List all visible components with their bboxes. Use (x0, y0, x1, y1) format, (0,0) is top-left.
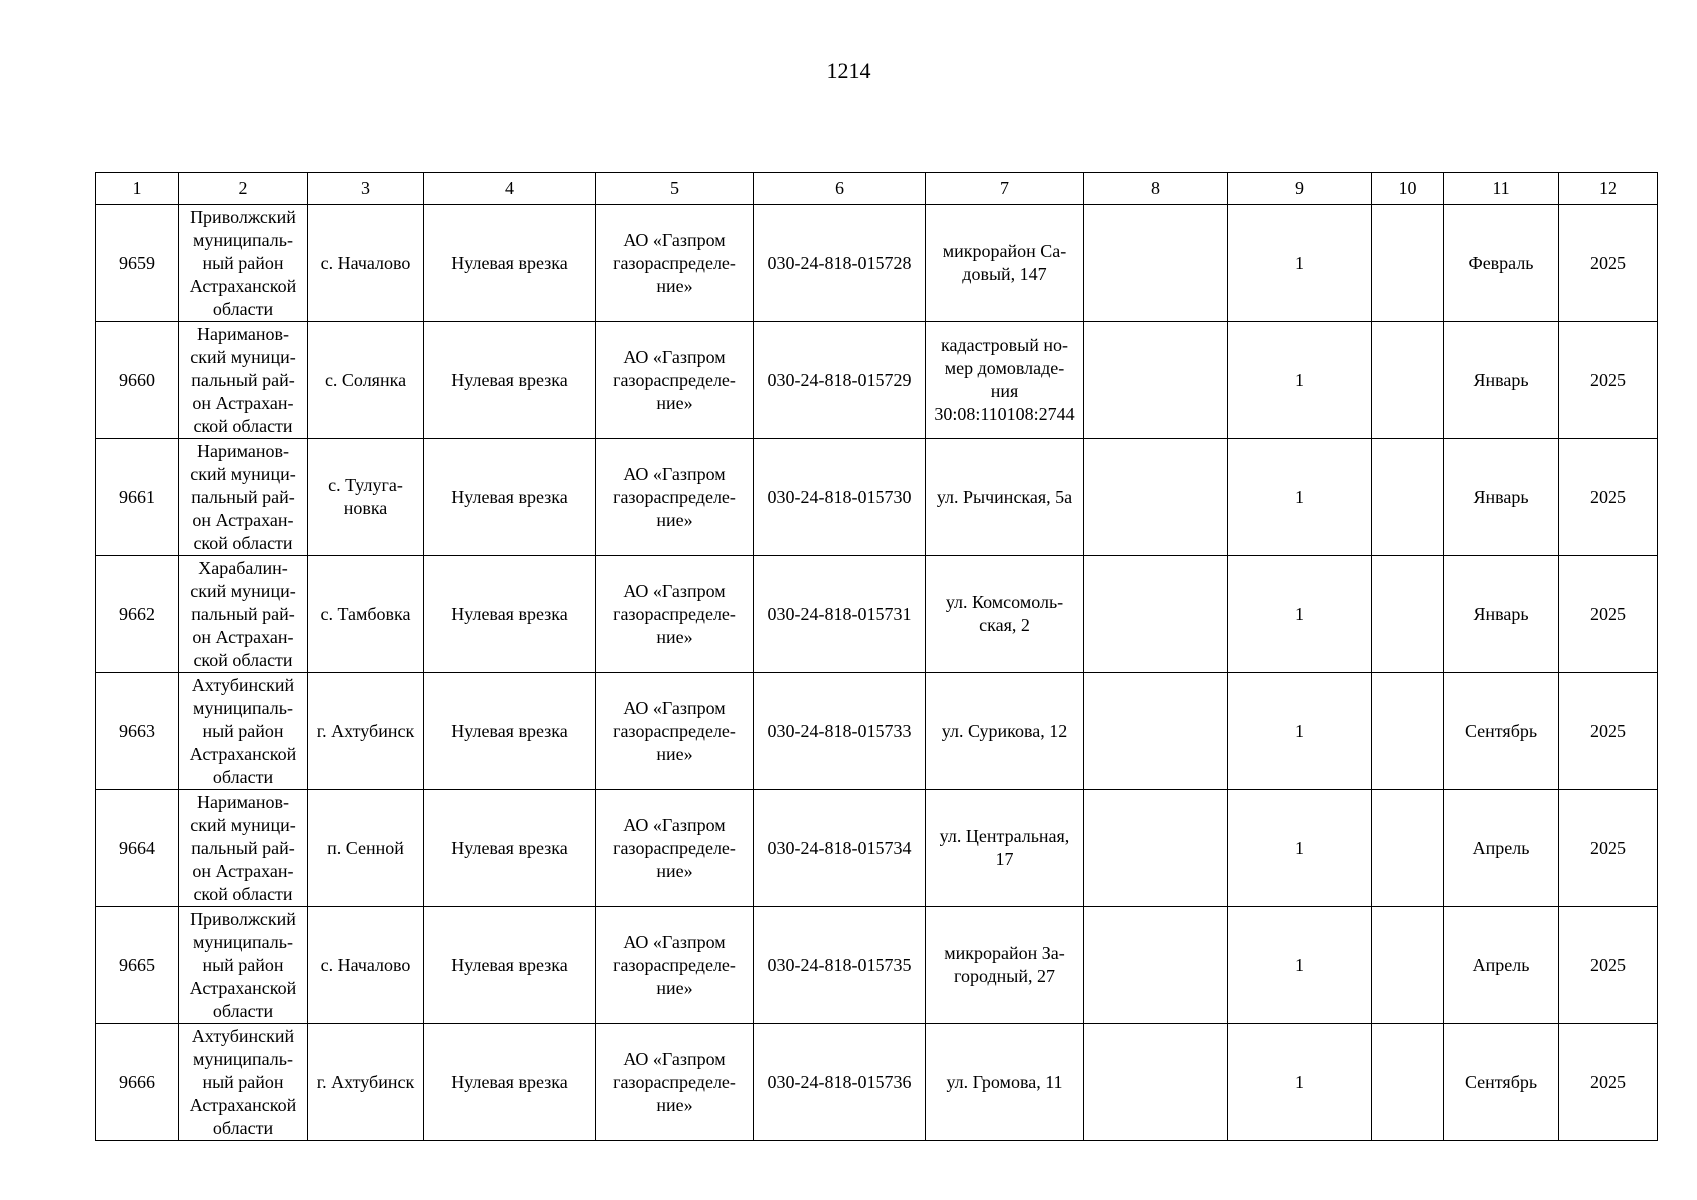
district-cell (179, 322, 308, 439)
column-header: 9 (1228, 173, 1372, 205)
work-type-cell: Нулевая врезка (424, 205, 596, 322)
month-cell: Сентябрь (1444, 1024, 1559, 1141)
address-cell-line: ул. Центральная, (939, 826, 1070, 846)
district-cell-line: Нариманов- (196, 323, 289, 344)
table-row (96, 556, 1658, 673)
district-cell-line: пальный рай- (191, 837, 295, 858)
organization-cell-line: ние» (656, 860, 693, 881)
row-number-cell: 9664 (96, 790, 179, 907)
count-cell: 1 (1228, 439, 1372, 556)
month-cell: Сентябрь (1444, 673, 1559, 790)
address-cell-line: микрорайон Са- (942, 241, 1067, 261)
district-cell (179, 439, 308, 556)
address-cell-line: ская, 2 (979, 615, 1030, 635)
address-cell-line: кадастровый но- (940, 335, 1069, 355)
address-cell (926, 556, 1084, 673)
column-10-cell (1372, 907, 1444, 1024)
organization-cell-line: газораспределе- (613, 1071, 736, 1092)
column-8-cell (1084, 205, 1228, 322)
organization-cell-line: ние» (656, 977, 693, 998)
settlement-cell (308, 673, 424, 790)
settlement-cell (308, 556, 424, 673)
district-cell-line: Ахтубинский (191, 1025, 295, 1046)
count-cell: 1 (1228, 907, 1372, 1024)
address-cell (926, 205, 1084, 322)
column-header: 2 (179, 173, 308, 205)
column-10-cell (1372, 1024, 1444, 1141)
data-table (95, 172, 1658, 1141)
row-number-cell: 9659 (96, 205, 179, 322)
district-cell-line: ский муници- (190, 814, 296, 835)
column-8-cell (1084, 790, 1228, 907)
organization-cell (596, 556, 754, 673)
organization-cell-line: газораспределе- (613, 954, 736, 975)
table-row (96, 205, 1658, 322)
organization-cell (596, 673, 754, 790)
work-type-cell: Нулевая врезка (424, 1024, 596, 1141)
column-10-cell (1372, 322, 1444, 439)
settlement-cell (308, 907, 424, 1024)
settlement-cell-line: с. Началово (320, 252, 411, 273)
district-cell (179, 673, 308, 790)
column-8-cell (1084, 1024, 1228, 1141)
month-cell: Февраль (1444, 205, 1559, 322)
district-cell-line: области (212, 1000, 274, 1021)
column-header: 5 (596, 173, 754, 205)
month-cell: Январь (1444, 556, 1559, 673)
object-code-cell: 030-24-818-015733 (754, 673, 926, 790)
organization-cell-line: АО «Газпром (623, 229, 726, 250)
district-cell-line: ский муници- (190, 580, 296, 601)
address-cell-line: ния (990, 381, 1019, 401)
district-cell-line: пальный рай- (191, 486, 295, 507)
row-number-cell: 9661 (96, 439, 179, 556)
district-cell (179, 907, 308, 1024)
column-header: 11 (1444, 173, 1559, 205)
settlement-cell-line: с. Тамбовка (320, 603, 411, 624)
organization-cell-line: АО «Газпром (623, 931, 726, 952)
address-cell (926, 790, 1084, 907)
count-cell: 1 (1228, 205, 1372, 322)
year-cell: 2025 (1559, 556, 1658, 673)
column-number-row (96, 173, 1658, 205)
settlement-cell (308, 205, 424, 322)
column-header: 4 (424, 173, 596, 205)
object-code-cell: 030-24-818-015734 (754, 790, 926, 907)
district-cell-line: ской области (193, 649, 293, 670)
organization-cell-line: газораспределе- (613, 252, 736, 273)
district-cell (179, 1024, 308, 1141)
organization-cell-line: ние» (656, 1094, 693, 1115)
district-cell-line: пальный рай- (191, 603, 295, 624)
column-10-cell (1372, 205, 1444, 322)
month-cell: Январь (1444, 322, 1559, 439)
column-8-cell (1084, 673, 1228, 790)
row-number-cell: 9666 (96, 1024, 179, 1141)
year-cell: 2025 (1559, 673, 1658, 790)
address-cell-line: мер домовладе- (944, 358, 1065, 378)
organization-cell (596, 907, 754, 1024)
month-cell: Апрель (1444, 790, 1559, 907)
district-cell-line: ный район (202, 252, 284, 273)
address-cell-line: довый, 147 (962, 264, 1047, 284)
organization-cell-line: АО «Газпром (623, 580, 726, 601)
district-cell-line: он Астрахан- (192, 509, 294, 530)
address-cell-line: ул. Сурикова, 12 (941, 720, 1068, 741)
district-cell (179, 205, 308, 322)
organization-cell-line: ние» (656, 275, 693, 296)
organization-cell-line: газораспределе- (613, 720, 736, 741)
column-header: 6 (754, 173, 926, 205)
column-8-cell (1084, 907, 1228, 1024)
district-cell-line: Ахтубинский (191, 674, 295, 695)
year-cell: 2025 (1559, 790, 1658, 907)
district-cell-line: муниципаль- (193, 931, 293, 952)
address-cell (926, 907, 1084, 1024)
organization-cell-line: АО «Газпром (623, 1048, 726, 1069)
address-cell (926, 322, 1084, 439)
district-cell-line: Приволжский (190, 908, 296, 929)
year-cell: 2025 (1559, 907, 1658, 1024)
district-cell-line: ский муници- (190, 463, 296, 484)
work-type-cell: Нулевая врезка (424, 907, 596, 1024)
address-cell (926, 673, 1084, 790)
organization-cell-line: АО «Газпром (623, 697, 726, 718)
row-number-cell: 9660 (96, 322, 179, 439)
column-8-cell (1084, 439, 1228, 556)
district-cell-line: Харабалин- (198, 557, 288, 578)
address-cell-line: ул. Рычинская, 5а (936, 486, 1073, 507)
address-cell-line: ул. Комсомоль- (945, 592, 1064, 612)
count-cell: 1 (1228, 790, 1372, 907)
row-number-cell: 9662 (96, 556, 179, 673)
year-cell: 2025 (1559, 1024, 1658, 1141)
district-cell-line: он Астрахан- (192, 860, 294, 881)
settlement-cell-line: с. Началово (320, 954, 411, 975)
settlement-cell (308, 439, 424, 556)
district-cell-line: ской области (193, 532, 293, 553)
settlement-cell (308, 1024, 424, 1141)
settlement-cell-line: с. Тулуга- (328, 475, 403, 495)
table-row (96, 439, 1658, 556)
district-cell-line: области (212, 766, 274, 787)
count-cell: 1 (1228, 322, 1372, 439)
organization-cell-line: АО «Газпром (623, 814, 726, 835)
settlement-cell-line: г. Ахтубинск (316, 1071, 415, 1092)
district-cell-line: Приволжский (190, 206, 296, 227)
row-number-cell: 9665 (96, 907, 179, 1024)
address-cell-line: ул. Громова, 11 (946, 1071, 1063, 1092)
organization-cell-line: ние» (656, 626, 693, 647)
year-cell: 2025 (1559, 322, 1658, 439)
settlement-cell-line: с. Солянка (324, 369, 407, 390)
count-cell: 1 (1228, 673, 1372, 790)
table-row (96, 673, 1658, 790)
district-cell-line: он Астрахан- (192, 392, 294, 413)
district-cell-line: ный район (202, 720, 284, 741)
settlement-cell (308, 322, 424, 439)
organization-cell-line: АО «Газпром (623, 463, 726, 484)
organization-cell-line: газораспределе- (613, 603, 736, 624)
year-cell: 2025 (1559, 439, 1658, 556)
district-cell-line: муниципаль- (193, 1048, 293, 1069)
organization-cell-line: газораспределе- (613, 369, 736, 390)
table-row (96, 790, 1658, 907)
district-cell-line: муниципаль- (193, 229, 293, 250)
column-10-cell (1372, 439, 1444, 556)
table-row (96, 1024, 1658, 1141)
address-cell-line: городный, 27 (954, 966, 1055, 986)
column-10-cell (1372, 556, 1444, 673)
work-type-cell: Нулевая врезка (424, 790, 596, 907)
table-body (96, 205, 1658, 1141)
district-cell-line: области (212, 298, 274, 319)
organization-cell-line: ние» (656, 743, 693, 764)
column-header: 12 (1559, 173, 1658, 205)
work-type-cell: Нулевая врезка (424, 439, 596, 556)
row-number-cell: 9663 (96, 673, 179, 790)
column-10-cell (1372, 673, 1444, 790)
column-8-cell (1084, 556, 1228, 673)
work-type-cell: Нулевая врезка (424, 322, 596, 439)
work-type-cell: Нулевая врезка (424, 556, 596, 673)
organization-cell (596, 205, 754, 322)
district-cell-line: Нариманов- (196, 791, 289, 812)
count-cell: 1 (1228, 1024, 1372, 1141)
table-row (96, 322, 1658, 439)
district-cell-line: ный район (202, 1071, 284, 1092)
month-cell: Апрель (1444, 907, 1559, 1024)
settlement-cell (308, 790, 424, 907)
column-header: 8 (1084, 173, 1228, 205)
count-cell: 1 (1228, 556, 1372, 673)
organization-cell-line: газораспределе- (613, 837, 736, 858)
organization-cell-line: ние» (656, 509, 693, 530)
column-header: 3 (308, 173, 424, 205)
column-8-cell (1084, 322, 1228, 439)
address-cell-line: 30:08:110108:2744 (934, 404, 1075, 424)
settlement-cell-line: п. Сенной (327, 837, 404, 858)
organization-cell (596, 1024, 754, 1141)
district-cell-line: Астраханской (189, 977, 297, 998)
page-number: 1214 (826, 58, 871, 83)
column-header: 1 (96, 173, 179, 205)
district-cell-line: он Астрахан- (192, 626, 294, 647)
month-cell: Январь (1444, 439, 1559, 556)
district-cell-line: области (212, 1117, 274, 1138)
district-cell-line: ской области (193, 415, 293, 436)
district-cell-line: ный район (202, 954, 284, 975)
address-cell-line: 17 (995, 849, 1014, 869)
district-cell (179, 556, 308, 673)
organization-cell-line: ние» (656, 392, 693, 413)
district-cell-line: ской области (193, 883, 293, 904)
district-cell-line: Нариманов- (196, 440, 289, 461)
address-cell (926, 439, 1084, 556)
table-row (96, 907, 1658, 1024)
column-header: 10 (1372, 173, 1444, 205)
column-10-cell (1372, 790, 1444, 907)
object-code-cell: 030-24-818-015736 (754, 1024, 926, 1141)
district-cell-line: Астраханской (189, 1094, 297, 1115)
district-cell-line: ский муници- (190, 346, 296, 367)
work-type-cell: Нулевая врезка (424, 673, 596, 790)
organization-cell-line: АО «Газпром (623, 346, 726, 367)
organization-cell-line: газораспределе- (613, 486, 736, 507)
address-cell-line: микрорайон За- (944, 943, 1065, 963)
address-cell (926, 1024, 1084, 1141)
district-cell-line: пальный рай- (191, 369, 295, 390)
organization-cell (596, 790, 754, 907)
organization-cell (596, 439, 754, 556)
object-code-cell: 030-24-818-015731 (754, 556, 926, 673)
district-cell (179, 790, 308, 907)
year-cell: 2025 (1559, 205, 1658, 322)
settlement-cell-line: г. Ахтубинск (316, 720, 415, 741)
column-header: 7 (926, 173, 1084, 205)
settlement-cell-line: новка (343, 498, 388, 518)
organization-cell (596, 322, 754, 439)
district-cell-line: Астраханской (189, 743, 297, 764)
district-cell-line: Астраханской (189, 275, 297, 296)
object-code-cell: 030-24-818-015729 (754, 322, 926, 439)
object-code-cell: 030-24-818-015730 (754, 439, 926, 556)
object-code-cell: 030-24-818-015735 (754, 907, 926, 1024)
object-code-cell: 030-24-818-015728 (754, 205, 926, 322)
district-cell-line: муниципаль- (193, 697, 293, 718)
